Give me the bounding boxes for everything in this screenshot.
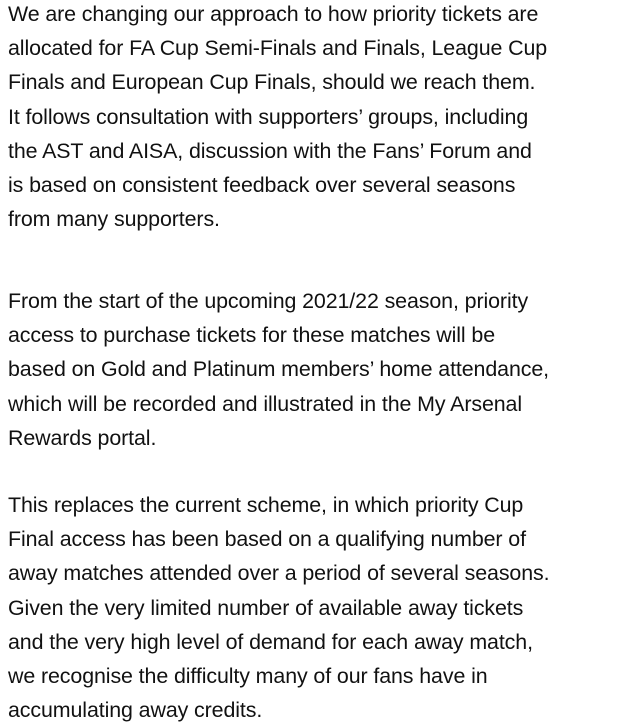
text-line: It follows consultation with supporters’ groups, including bbox=[8, 104, 529, 129]
text-line: which will be recorded and illustrated in the My Arsenal bbox=[8, 391, 522, 416]
text-line: from many supporters. bbox=[8, 207, 220, 232]
text-line: away matches attended over a period of several seasons. bbox=[8, 561, 550, 586]
text-line: Final access has been based on a qualifying number of bbox=[8, 527, 526, 552]
text-line: access to purchase tickets for these matches will be bbox=[8, 323, 496, 348]
paragraph-priority-tickets-change bbox=[8, 0, 547, 236]
text-line: the AST and AISA, discussion with the Fans’ Forum and bbox=[8, 138, 532, 163]
text-line: we recognise the difficulty many of our fans have in bbox=[8, 664, 488, 689]
paragraph-season-access bbox=[8, 284, 549, 455]
text-line: based on Gold and Platinum members’ home attendance, bbox=[8, 357, 549, 382]
paragraph-replaces-scheme bbox=[8, 488, 549, 727]
text-line: allocated for FA Cup Semi-Finals and Finals, League Cup bbox=[8, 36, 548, 61]
text-line: and the very high level of demand for each away match, bbox=[8, 629, 533, 654]
text-line: Rewards portal. bbox=[8, 425, 157, 450]
text-line: is based on consistent feedback over several seasons bbox=[8, 173, 516, 198]
text-line: We are changing our approach to how priority tickets are bbox=[8, 2, 539, 26]
text-line: accumulating away credits. bbox=[8, 698, 263, 723]
text-line: Finals and European Cup Finals, should we reach them. bbox=[8, 70, 536, 95]
text-line: From the start of the upcoming 2021/22 season, priority bbox=[8, 289, 529, 313]
text-line: Given the very limited number of available away tickets bbox=[8, 595, 524, 620]
text-line: This replaces the current scheme, in which priority Cup bbox=[8, 493, 524, 517]
